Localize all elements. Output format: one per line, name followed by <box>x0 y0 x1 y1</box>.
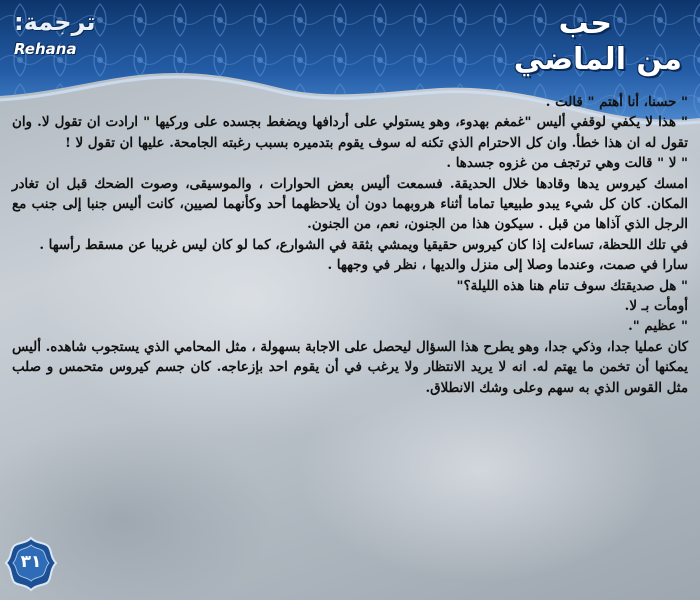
title-line-2: من الماضي <box>513 42 682 77</box>
paragraph: أومأت بـ لا. <box>624 298 688 315</box>
paragraph: " هل صديقتك سوف تنام هنا هذه الليلة؟" <box>456 277 688 294</box>
paragraph: سارا في صمت، وعندما وصلا إلى منزل والديها ، نظر في وجهها . <box>327 257 688 274</box>
page-title <box>442 6 682 78</box>
paragraph: " لا " قالت وهي ترتجف من غزوه جسدها . <box>446 155 688 172</box>
story-text <box>12 92 688 398</box>
translator-name: Rehana <box>14 40 77 58</box>
page-number-badge <box>4 536 58 592</box>
paragraph: في تلك اللحظة، تساءلت إذا كان كيروس حقيقيا ويمشي بثقة في الشوارع، كما لو كان ليس غريبا عن مسقط رأسها . <box>39 236 688 253</box>
translation-credit-label: ترجمة: <box>14 8 96 36</box>
paragraph: امسك كيروس يدها وقادها خلال الحديقة. فسمعت أليس بعض الحوارات ، والموسيقى، وصوت الضحك قبل ان تغادر المكان. كان كل شيء يبدو طبيعيا تماما أثناء هروبهما دون أن يلاحظهما أحد وكأنهما لصيين، كانت أليس جنبا إلى جنب مع الرجل الذي آذاها من قبل . سيكون هذا من الجنون، نعم، من الجنون. <box>12 175 688 233</box>
page-number: ٣١ <box>20 552 42 572</box>
paragraph: " حسنا، أنا أهتم " قالت . <box>545 94 688 110</box>
title-line-1: حب <box>558 6 612 41</box>
paragraph: " عظيم ". <box>628 318 688 335</box>
paragraph: " هذا لا يكفي لوقفي أليس "غمغم بهدوء، وهو يستولي على أردافها ويضغط بجسده على وركيها " ارادت ان تقول لا. وان تقول له ان هذا خطأ. وان كل الاحترام الذي تكنه له سوف يقوم بتدميره بسبب رغبته الجامحة. عليها ان تقول لا ! <box>12 114 688 151</box>
paragraph: كان عمليا جدا، وذكي جدا، وهو يطرح هذا السؤال ليحصل على الاجابة بسهولة ، مثل المحامي الذي يستجوب شاهده. أليس يمكنها أن تخمن ما يهتم له. انه لا يريد الانتظار ولا يرغب في أن يقوم احد بإزعاجه. كان جسم كيروس متحمس و صلب مثل القوس الذي به سهم وعلى وشك الانطلاق. <box>12 338 688 396</box>
